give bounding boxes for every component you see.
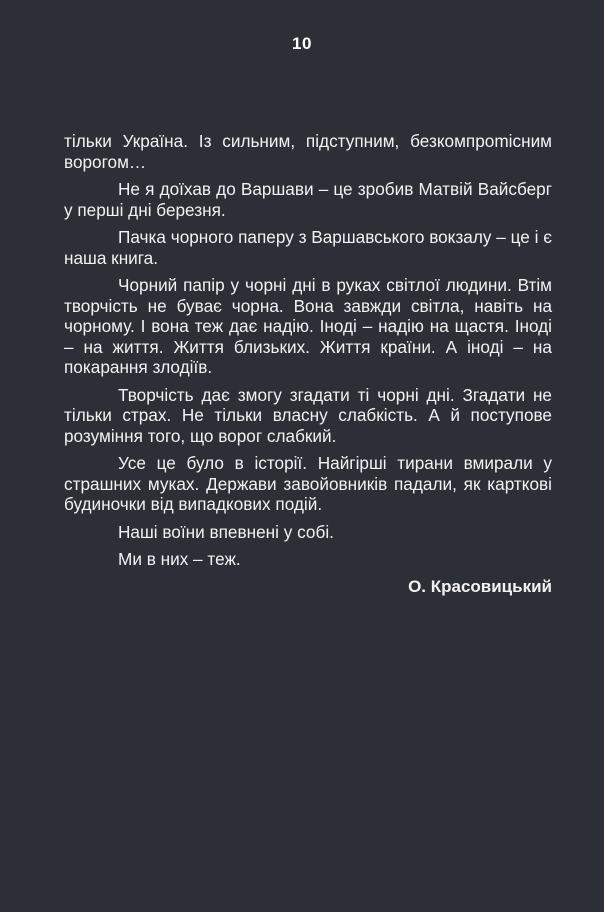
paragraph: тільки Україна. Із сильним, підступним, безкомпроmісним ворогом… [64, 131, 552, 172]
paragraph: Наші воїни впевнені у собі. [118, 521, 334, 542]
body-text [64, 131, 552, 597]
page-number: 10 [292, 34, 312, 53]
author-signature: О. Красовицький [408, 576, 552, 596]
paragraph: Не я доїхав до Варшави – це зробив Матвій Вайсберг у перші дні березня. [64, 179, 552, 220]
paragraph: Усе це було в історії. Найгірші тирани вмирали у страшних муках. Держави завойовників падали, як карткові будиночки від випадкових подій. [64, 453, 552, 514]
paragraph: Творчість дає змогу згадати ті чорні дні. Згадати не тільки страх. Не тільки власну слабкість. А й поступове розуміння того, що ворог слабкий. [64, 384, 552, 446]
paragraph: Чорний папір у чорні дні в руках світлої людини. Втім творчість не буває чорна. Вона завжди світла, навіть на чорному. І вона теж дає надію. Іноді – надію на щастя. Іноді – на життя. Життя близьких. Життя країни. А іноді – на покарання злодіїв. [64, 275, 552, 377]
paragraph: Ми в них – теж. [118, 549, 241, 569]
paragraph: Пачка чорного паперу з Варшавського вокзалу – це і є наша книга. [64, 227, 552, 268]
